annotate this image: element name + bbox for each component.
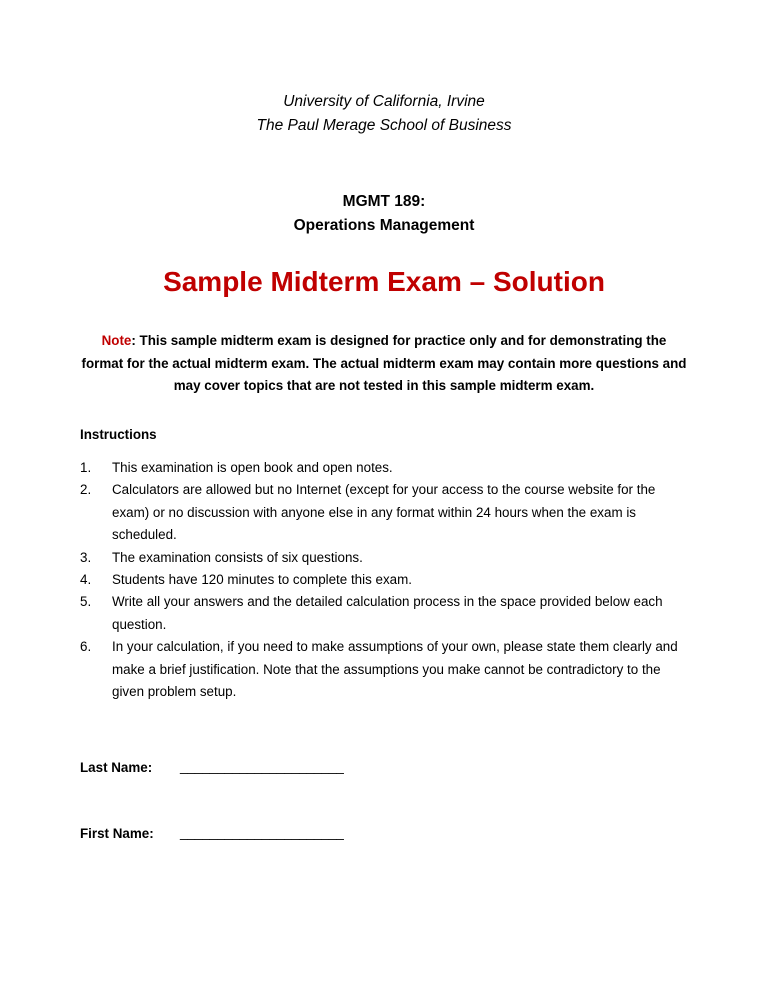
item-number: 2. <box>80 482 92 498</box>
item-text: Students have 120 minutes to complete this exam. <box>112 572 412 588</box>
practice-note <box>80 330 688 398</box>
item-number: 6. <box>80 639 92 655</box>
list-item <box>80 457 690 479</box>
item-text: In your calculation, if you need to make assumptions of your own, please state them clearly and make a brief justification. Note that the assumptions you make cannot be contradictory to the given problem setup. <box>112 639 678 700</box>
list-item <box>80 547 690 569</box>
last-name-blank: ______________________ <box>180 759 344 774</box>
first-name-label: First Name: <box>80 826 154 841</box>
first-name-blank: ______________________ <box>180 825 344 840</box>
item-number: 1. <box>80 460 92 475</box>
item-number: 3. <box>80 549 92 565</box>
note-text: : This sample midterm exam is designed for practice only and for demonstrating the format for the actual midterm exam. The actual midterm exam may contain more questions and may cover topics that are not tested in this sample midterm exam. <box>81 333 687 393</box>
instructions-list <box>80 457 690 703</box>
instructions-heading: Instructions <box>80 427 157 442</box>
item-number: 4. <box>80 572 92 588</box>
note-label: Note <box>101 333 132 348</box>
institution-header <box>0 90 768 138</box>
last-name-label: Last Name: <box>80 760 153 775</box>
course-name: Operations Management <box>293 217 475 234</box>
item-text: This examination is open book and open notes. <box>112 460 393 475</box>
list-item <box>80 479 690 546</box>
list-item <box>80 636 690 703</box>
university-name: University of California, Irvine <box>283 93 485 110</box>
item-text: The examination consists of six questions. <box>112 549 363 565</box>
item-text: Calculators are allowed but no Internet (except for your access to the course website for the exam) or no discussion with anyone else in any format within 24 hours when the exam is scheduled. <box>112 482 656 543</box>
course-header <box>0 190 768 238</box>
page-title: Sample Midterm Exam – Solution <box>163 266 605 297</box>
list-item <box>80 591 690 636</box>
item-text: Write all your answers and the detailed calculation process in the space provided below each question. <box>112 594 663 632</box>
course-code: MGMT 189: <box>342 193 426 210</box>
item-number: 5. <box>80 594 92 610</box>
school-name: The Paul Merage School of Business <box>256 117 512 134</box>
list-item <box>80 569 690 591</box>
